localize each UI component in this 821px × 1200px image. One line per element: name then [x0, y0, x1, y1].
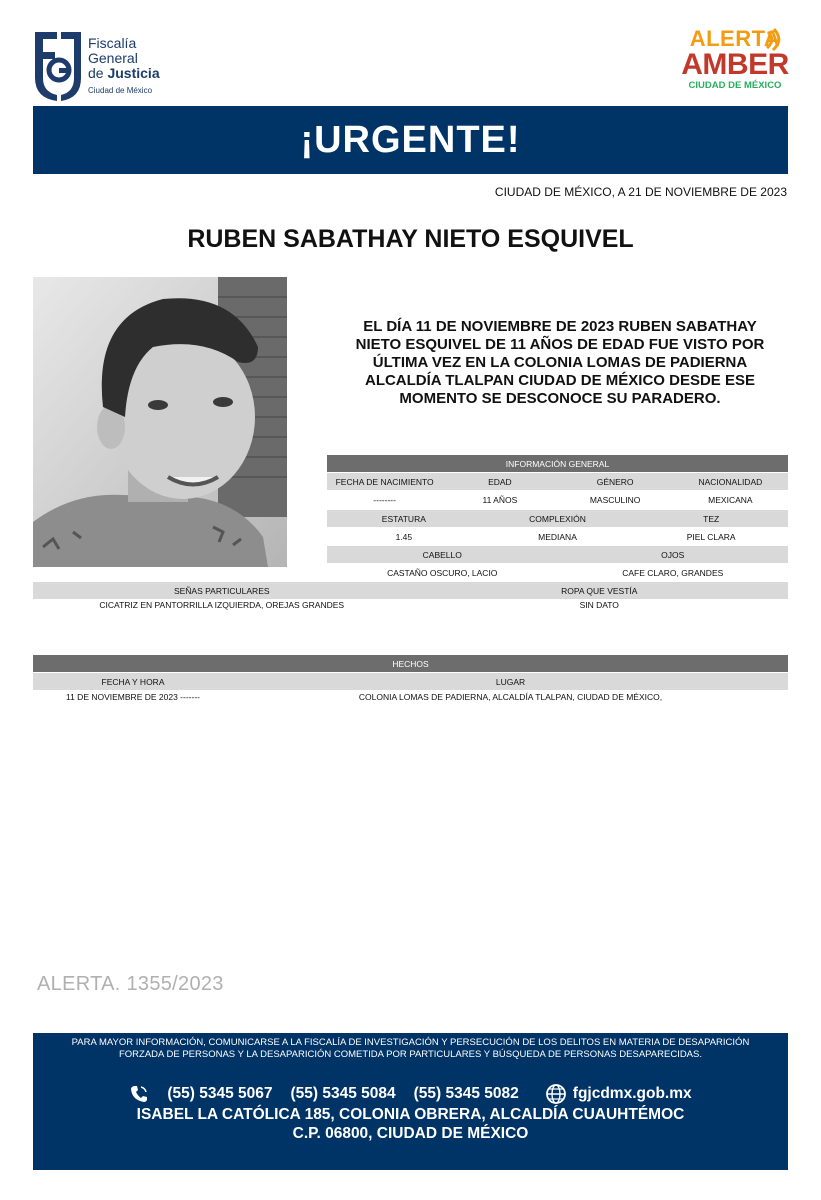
footer-info-text: PARA MAYOR INFORMACIÓN, COMUNICARSE A LA FISCALÍA DE INVESTIGACIÓN Y PERSECUCIÓN DE LOS DELITOS EN MATERIA DE DESAPARICIÓN FORZADA DE PERSONAS Y LA DESAPARICIÓN COMETIDA POR PARTICULARES Y BÚSQUEDA DE PERSONAS DESAPARECIDAS. — [71, 1037, 750, 1060]
fgj-line3: de Justicia — [88, 65, 160, 82]
label-build: COMPLEXIÓN — [529, 513, 586, 524]
value-complexion: PIEL CLARA — [686, 531, 736, 542]
value-height: 1.45 — [395, 531, 413, 542]
dateline: CIUDAD DE MÉXICO, A 21 DE NOVIEMBRE DE 2023 — [494, 185, 787, 199]
phone-number-1[interactable]: (55) 5345 5067 — [167, 1085, 273, 1102]
website-text[interactable]: fgjcdmx.gob.mx — [572, 1085, 692, 1102]
info-row3-labels — [327, 546, 788, 563]
info-row1-values — [327, 491, 788, 508]
value-hair: CASTAÑO OSCURO, LACIO — [387, 567, 498, 578]
hechos-values — [33, 689, 788, 704]
address-line2: C.P. 06800, CIUDAD DE MÉXICO — [292, 1125, 529, 1142]
label-hair: CABELLO — [422, 549, 462, 560]
value-eyes: CAFE CLARO, GRANDES — [622, 567, 724, 578]
info-row2-labels — [327, 510, 788, 527]
value-date-time: 11 DE NOVIEMBRE DE 2023 ------- — [66, 691, 200, 702]
phone-icon — [129, 1084, 149, 1104]
value-nationality: MEXICANA — [708, 494, 753, 505]
info-row3-values — [327, 564, 788, 581]
info-general-header — [327, 455, 788, 472]
fgj-city: Ciudad de México — [88, 86, 153, 96]
hechos-title: HECHOS — [392, 658, 429, 669]
label-date-time: FECHA Y HORA — [101, 676, 165, 687]
label-complexion: TEZ — [703, 513, 720, 524]
value-gender: MASCULINO — [589, 494, 641, 505]
website-link[interactable] — [545, 1083, 692, 1105]
label-gender: GÉNERO — [596, 476, 634, 487]
fgj-line1: Fiscalía — [88, 35, 137, 51]
person-name: RUBEN SABATHAY NIETO ESQUIVEL — [187, 225, 634, 253]
label-place: LUGAR — [495, 676, 526, 687]
contact-footer — [33, 1033, 788, 1170]
info-row4-values — [33, 597, 788, 613]
info-row1-labels — [327, 473, 788, 490]
label-height: ESTATURA — [381, 513, 426, 524]
alert-number: ALERTA. 1355/2023 — [37, 973, 224, 995]
label-eyes: OJOS — [661, 549, 685, 560]
value-build: MEDIANA — [538, 531, 577, 542]
alerta-amber-logo — [680, 28, 790, 102]
phone-number-2[interactable]: (55) 5345 5084 — [290, 1085, 396, 1102]
label-distinguishing-marks: SEÑAS PARTICULARES — [173, 585, 270, 596]
value-clothing: SIN DATO — [579, 600, 619, 610]
label-clothing: ROPA QUE VESTÍA — [561, 585, 638, 596]
value-distinguishing-marks: CICATRIZ EN PANTORRILLA IZQUIERDA, OREJAS GRANDES — [99, 600, 345, 610]
amber-line3: CIUDAD DE MÉXICO — [688, 80, 782, 91]
label-birthdate: FECHA DE NACIMIENTO — [335, 476, 434, 487]
case-description: EL DÍA 11 DE NOVIEMBRE DE 2023 RUBEN SABATHAY NIETO ESQUIVEL DE 11 AÑOS DE EDAD FUE VISTO POR ÚLTIMA VEZ EN LA COLONIA LOMAS DE PADIERNA ALCALDÍA TLALPAN CIUDAD DE MÉXICO DESDE ESE MOMENTO SE DESCONOCE SU PARADERO. — [355, 318, 765, 407]
value-birthdate: -------- — [373, 494, 396, 505]
value-place: COLONIA LOMAS DE PADIERNA, ALCALDÍA TLALPAN, CIUDAD DE MÉXICO, — [358, 691, 663, 702]
amber-line1: ALERTA — [689, 26, 781, 51]
amber-line2: AMBER — [681, 48, 789, 81]
footer-phones — [33, 1083, 788, 1105]
person-photo-image — [33, 277, 287, 567]
address-line1: ISABEL LA CATÓLICA 185, COLONIA OBRERA, ALCALDÍA CUAUHTÉMOC — [136, 1106, 685, 1123]
info-general-title: INFORMACIÓN GENERAL — [505, 458, 610, 469]
label-nationality: NACIONALIDAD — [698, 476, 763, 487]
globe-icon — [545, 1083, 567, 1105]
value-age: 11 AÑOS — [482, 494, 518, 505]
info-row2-values — [327, 528, 788, 545]
amber-waves-icon — [764, 28, 788, 52]
phone-number-3[interactable]: (55) 5345 5082 — [413, 1085, 519, 1102]
hechos-header — [33, 655, 788, 672]
fgj-logo-text — [88, 36, 160, 96]
fgj-line2: General — [88, 50, 138, 67]
hechos-labels — [33, 673, 788, 690]
label-age: EDAD — [488, 476, 512, 487]
person-photo — [33, 277, 287, 567]
urgent-banner: ¡URGENTE! — [33, 106, 788, 174]
